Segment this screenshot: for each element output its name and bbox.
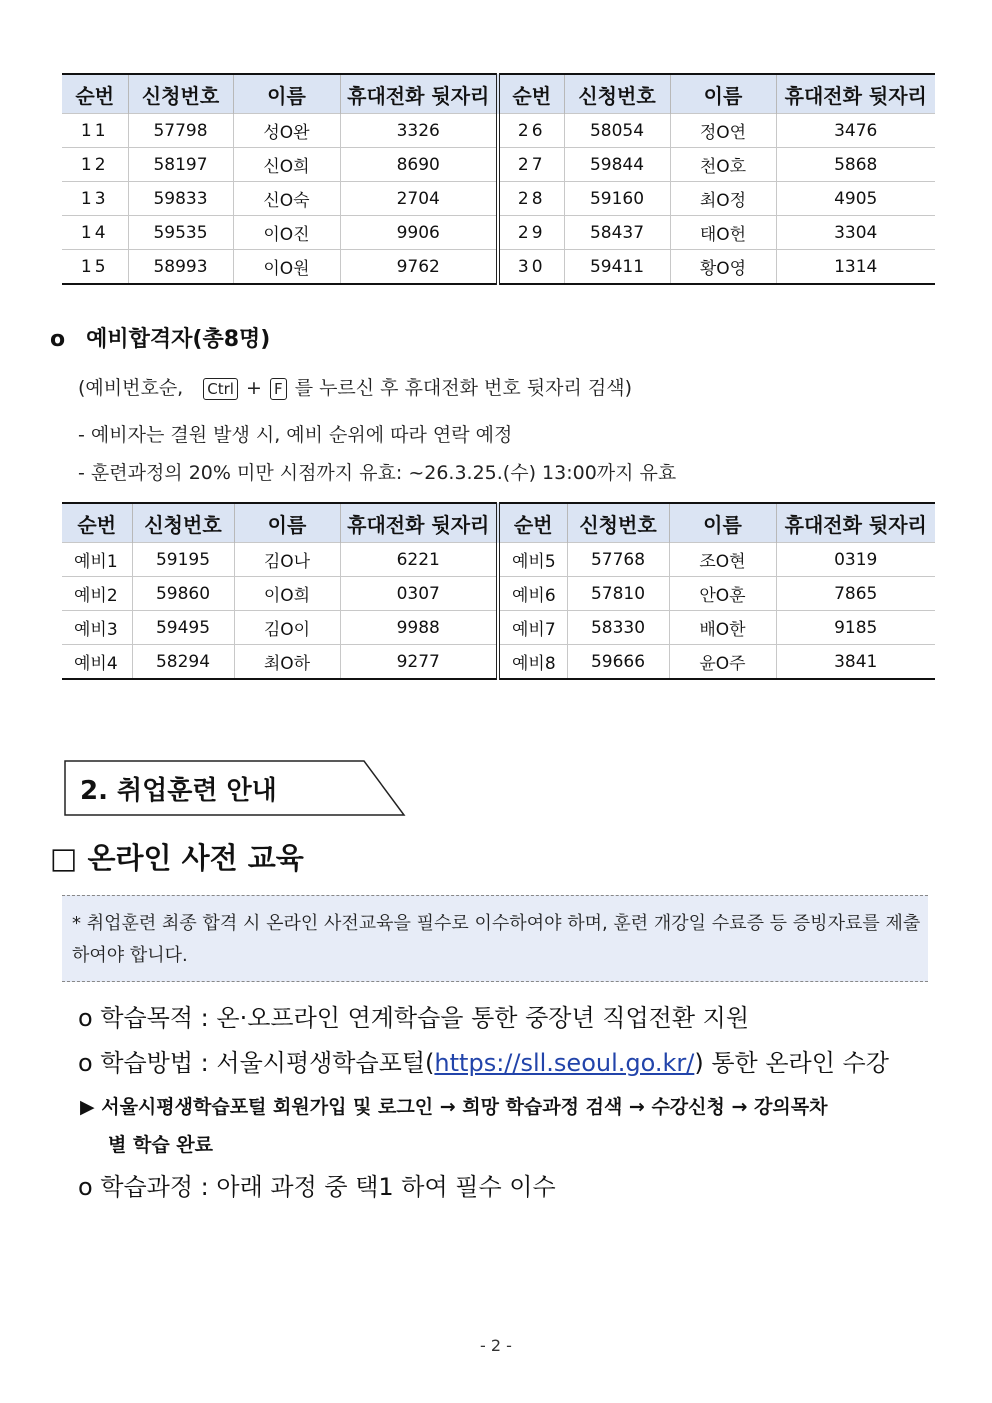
- seq-cell: 14: [62, 216, 128, 250]
- ctrl-key-icon: Ctrl: [203, 378, 238, 400]
- app-no-cell: 59833: [128, 182, 233, 216]
- header-name: 이름: [234, 503, 340, 543]
- phone-cell: 9185: [776, 611, 935, 645]
- portal-link[interactable]: https://sll.seoul.go.kr/: [434, 1049, 695, 1077]
- phone-cell: 3304: [776, 216, 935, 250]
- app-no-cell: 59195: [132, 543, 234, 577]
- header-app-no: 신청번호: [132, 503, 234, 543]
- app-no-cell: 57798: [128, 114, 233, 148]
- app-no-cell: 59860: [132, 577, 234, 611]
- table-row: [62, 577, 935, 611]
- phone-cell: 3326: [340, 114, 498, 148]
- header-name: 이름: [233, 74, 340, 114]
- name-cell: 성O완: [233, 114, 340, 148]
- phone-cell: 5868: [776, 148, 935, 182]
- name-cell: 정O연: [670, 114, 776, 148]
- reserve-title: 예비합격자(총8명): [86, 327, 271, 352]
- section-2-title: 2. 취업훈련 안내: [80, 776, 277, 806]
- phone-cell: 3476: [776, 114, 935, 148]
- app-no-cell: 58294: [132, 645, 234, 680]
- notice-box: [62, 895, 928, 982]
- app-no-cell: 58993: [128, 250, 233, 285]
- header-phone: 휴대전화 뒷자리: [776, 74, 935, 114]
- seq-cell: 26: [498, 114, 564, 148]
- reserve-table: [62, 502, 935, 680]
- learning-course: o 학습과정 : 아래 과정 중 택1 하여 필수 이수: [78, 1173, 556, 1201]
- phone-cell: 0319: [776, 543, 935, 577]
- app-no-cell: 59495: [132, 611, 234, 645]
- app-no-cell: 58437: [564, 216, 670, 250]
- phone-cell: 9988: [340, 611, 498, 645]
- table-row: [62, 148, 935, 182]
- section-2-heading: [64, 760, 406, 816]
- seq-cell: 예비6: [498, 577, 567, 611]
- reserve-search-hint: [78, 373, 632, 400]
- name-cell: 김O나: [234, 543, 340, 577]
- phone-cell: 2704: [340, 182, 498, 216]
- app-no-cell: 59844: [564, 148, 670, 182]
- name-cell: 최O하: [234, 645, 340, 680]
- name-cell: 배O한: [669, 611, 776, 645]
- phone-cell: 9277: [340, 645, 498, 680]
- seq-cell: 예비4: [62, 645, 132, 680]
- name-cell: 이O진: [233, 216, 340, 250]
- app-no-cell: 57810: [567, 577, 669, 611]
- reserve-heading: [50, 322, 270, 353]
- seq-cell: 27: [498, 148, 564, 182]
- name-cell: 태O헌: [670, 216, 776, 250]
- name-cell: 이O희: [234, 577, 340, 611]
- phone-cell: 0307: [340, 577, 498, 611]
- seq-cell: 28: [498, 182, 564, 216]
- applicant-table-1: [62, 73, 935, 285]
- name-cell: 안O훈: [669, 577, 776, 611]
- seq-cell: 29: [498, 216, 564, 250]
- notice-text: * 취업훈련 최종 합격 시 온라인 사전교육을 필수로 이수하여야 하며, 훈련 개강일 수료증 등 증빙자료를 제출하여야 합니다.: [72, 913, 921, 966]
- phone-cell: 4905: [776, 182, 935, 216]
- page-number: - 2 -: [480, 1336, 512, 1355]
- table-row: [62, 250, 935, 285]
- steps-line-2: 별 학습 완료: [108, 1134, 213, 1156]
- header-phone: 휴대전화 뒷자리: [776, 503, 935, 543]
- reserve-note-1: - 예비자는 결원 발생 시, 예비 순위에 따라 연락 예정: [78, 424, 513, 446]
- name-cell: 김O이: [234, 611, 340, 645]
- header-seq: 순번: [498, 74, 564, 114]
- seq-cell: 15: [62, 250, 128, 285]
- bullet-icon: o: [50, 327, 66, 352]
- seq-cell: 30: [498, 250, 564, 285]
- search-hint-prefix: (예비번호순,: [78, 377, 184, 399]
- f-key-icon: F: [270, 378, 287, 400]
- header-app-no: 신청번호: [128, 74, 233, 114]
- table-row: [62, 182, 935, 216]
- app-no-cell: 58197: [128, 148, 233, 182]
- phone-cell: 8690: [340, 148, 498, 182]
- table-row: [62, 543, 935, 577]
- app-no-cell: 58054: [564, 114, 670, 148]
- seq-cell: 예비2: [62, 577, 132, 611]
- phone-cell: 9762: [340, 250, 498, 285]
- app-no-cell: 59535: [128, 216, 233, 250]
- name-cell: 조O현: [669, 543, 776, 577]
- online-edu-title: □ 온라인 사전 교육: [50, 841, 304, 875]
- seq-cell: 예비1: [62, 543, 132, 577]
- header-seq: 순번: [498, 503, 567, 543]
- app-no-cell: 59666: [567, 645, 669, 680]
- app-no-cell: 59411: [564, 250, 670, 285]
- table-row: [62, 645, 935, 680]
- method-suffix: ) 통한 온라인 수강: [694, 1049, 889, 1077]
- phone-cell: 1314: [776, 250, 935, 285]
- table-header-row: [62, 74, 935, 114]
- header-name: 이름: [669, 503, 776, 543]
- header-app-no: 신청번호: [564, 74, 670, 114]
- name-cell: 천O호: [670, 148, 776, 182]
- phone-cell: 3841: [776, 645, 935, 680]
- header-seq: 순번: [62, 503, 132, 543]
- plus-sign: +: [246, 377, 262, 399]
- learning-purpose: o 학습목적 : 온·오프라인 연계학습을 통한 중장년 직업전환 지원: [78, 1004, 750, 1032]
- name-cell: 신O희: [233, 148, 340, 182]
- name-cell: 최O정: [670, 182, 776, 216]
- name-cell: 황O영: [670, 250, 776, 285]
- phone-cell: 6221: [340, 543, 498, 577]
- app-no-cell: 59160: [564, 182, 670, 216]
- name-cell: 윤O주: [669, 645, 776, 680]
- phone-cell: 7865: [776, 577, 935, 611]
- seq-cell: 12: [62, 148, 128, 182]
- method-prefix: o 학습방법 : 서울시평생학습포털(: [78, 1049, 435, 1077]
- seq-cell: 13: [62, 182, 128, 216]
- header-seq: 순번: [62, 74, 128, 114]
- table-row: [62, 114, 935, 148]
- seq-cell: 예비3: [62, 611, 132, 645]
- name-cell: 신O숙: [233, 182, 340, 216]
- learning-method: [78, 1043, 889, 1078]
- table-row: [62, 611, 935, 645]
- app-no-cell: 57768: [567, 543, 669, 577]
- header-name: 이름: [670, 74, 776, 114]
- name-cell: 이O원: [233, 250, 340, 285]
- seq-cell: 예비8: [498, 645, 567, 680]
- seq-cell: 예비5: [498, 543, 567, 577]
- header-app-no: 신청번호: [567, 503, 669, 543]
- app-no-cell: 58330: [567, 611, 669, 645]
- steps-line-1: ▶ 서울시평생학습포털 회원가입 및 로그인 → 희망 학습과정 검색 → 수강신청 → 강의목차: [80, 1096, 828, 1118]
- phone-cell: 9906: [340, 216, 498, 250]
- header-phone: 휴대전화 뒷자리: [340, 74, 498, 114]
- header-phone: 휴대전화 뒷자리: [340, 503, 498, 543]
- table-row: [62, 216, 935, 250]
- reserve-note-2: - 훈련과정의 20% 미만 시점까지 유효: ~26.3.25.(수) 13:00까지 유효: [78, 462, 677, 484]
- seq-cell: 예비7: [498, 611, 567, 645]
- seq-cell: 11: [62, 114, 128, 148]
- search-hint-suffix: 를 누르신 후 휴대전화 번호 뒷자리 검색): [294, 377, 633, 399]
- table-header-row: [62, 503, 935, 543]
